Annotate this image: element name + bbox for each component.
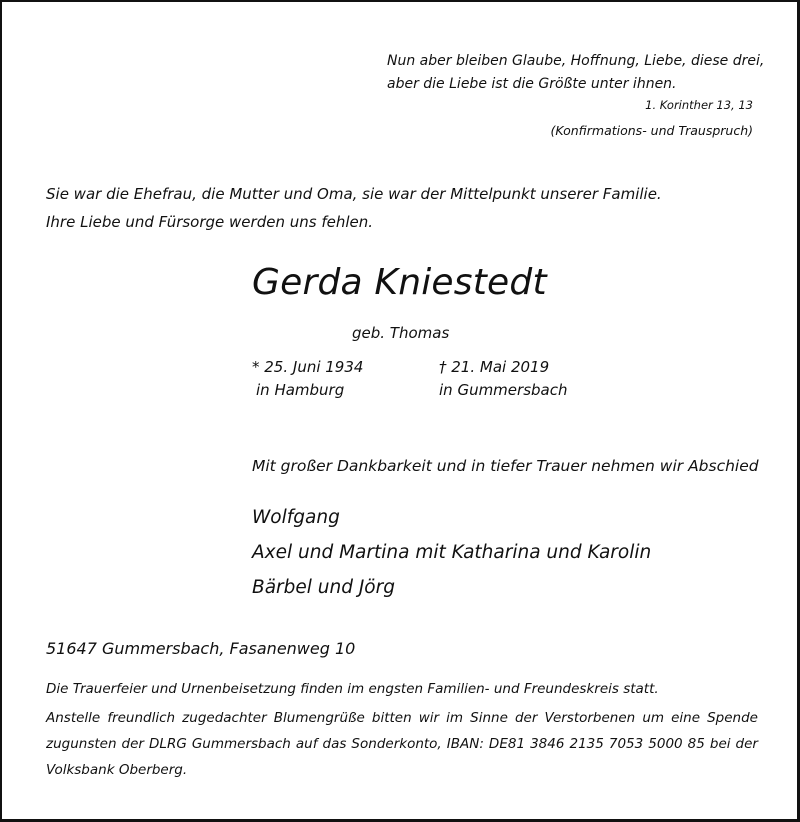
intro-line-2: Ihre Liebe und Fürsorge werden uns fehlen.: [46, 213, 374, 231]
family-member: Bärbel und Jörg: [252, 577, 395, 598]
birth-place: in Hamburg: [256, 381, 345, 399]
maiden-name: geb. Thomas: [352, 324, 450, 342]
quote-line-1: Nun aber bleiben Glaube, Hoffnung, Liebe, diese drei,: [387, 53, 765, 69]
donation-notice: Anstelle freundlich zugedachter Blumengrüße bitten wir im Sinne der Verstorbenen um eine Spende zugunsten der DLRG Gummersbach auf das Sonderkonto, IBAN: DE81 3846 2135 7053 5000 85 bei der Volksbank Oberberg.: [46, 710, 758, 778]
address: 51647 Gummersbach, Fasanenweg 10: [46, 639, 356, 658]
family-member: Axel und Martina mit Katharina und Karolin: [252, 542, 652, 563]
farewell-text: Mit großer Dankbarkeit und in tiefer Trauer nehmen wir Abschied: [252, 457, 759, 475]
family-member: Wolfgang: [252, 507, 340, 528]
death-date: † 21. Mai 2019: [439, 358, 550, 376]
quote-reference: 1. Korinther 13, 13: [645, 98, 753, 112]
quote-note: (Konfirmations- und Trauspruch): [550, 123, 753, 138]
quote-line-2: aber die Liebe ist die Größte unter ihnen.: [387, 76, 677, 92]
deceased-name: Gerda Kniestedt: [252, 262, 547, 303]
birth-date: * 25. Juni 1934: [252, 358, 364, 376]
death-place: in Gummersbach: [439, 381, 568, 399]
intro-line-1: Sie war die Ehefrau, die Mutter und Oma, sie war der Mittelpunkt unserer Familie.: [46, 185, 662, 203]
ceremony-notice: Die Trauerfeier und Urnenbeisetzung finden im engsten Familien- und Freundeskreis statt.: [46, 681, 659, 697]
